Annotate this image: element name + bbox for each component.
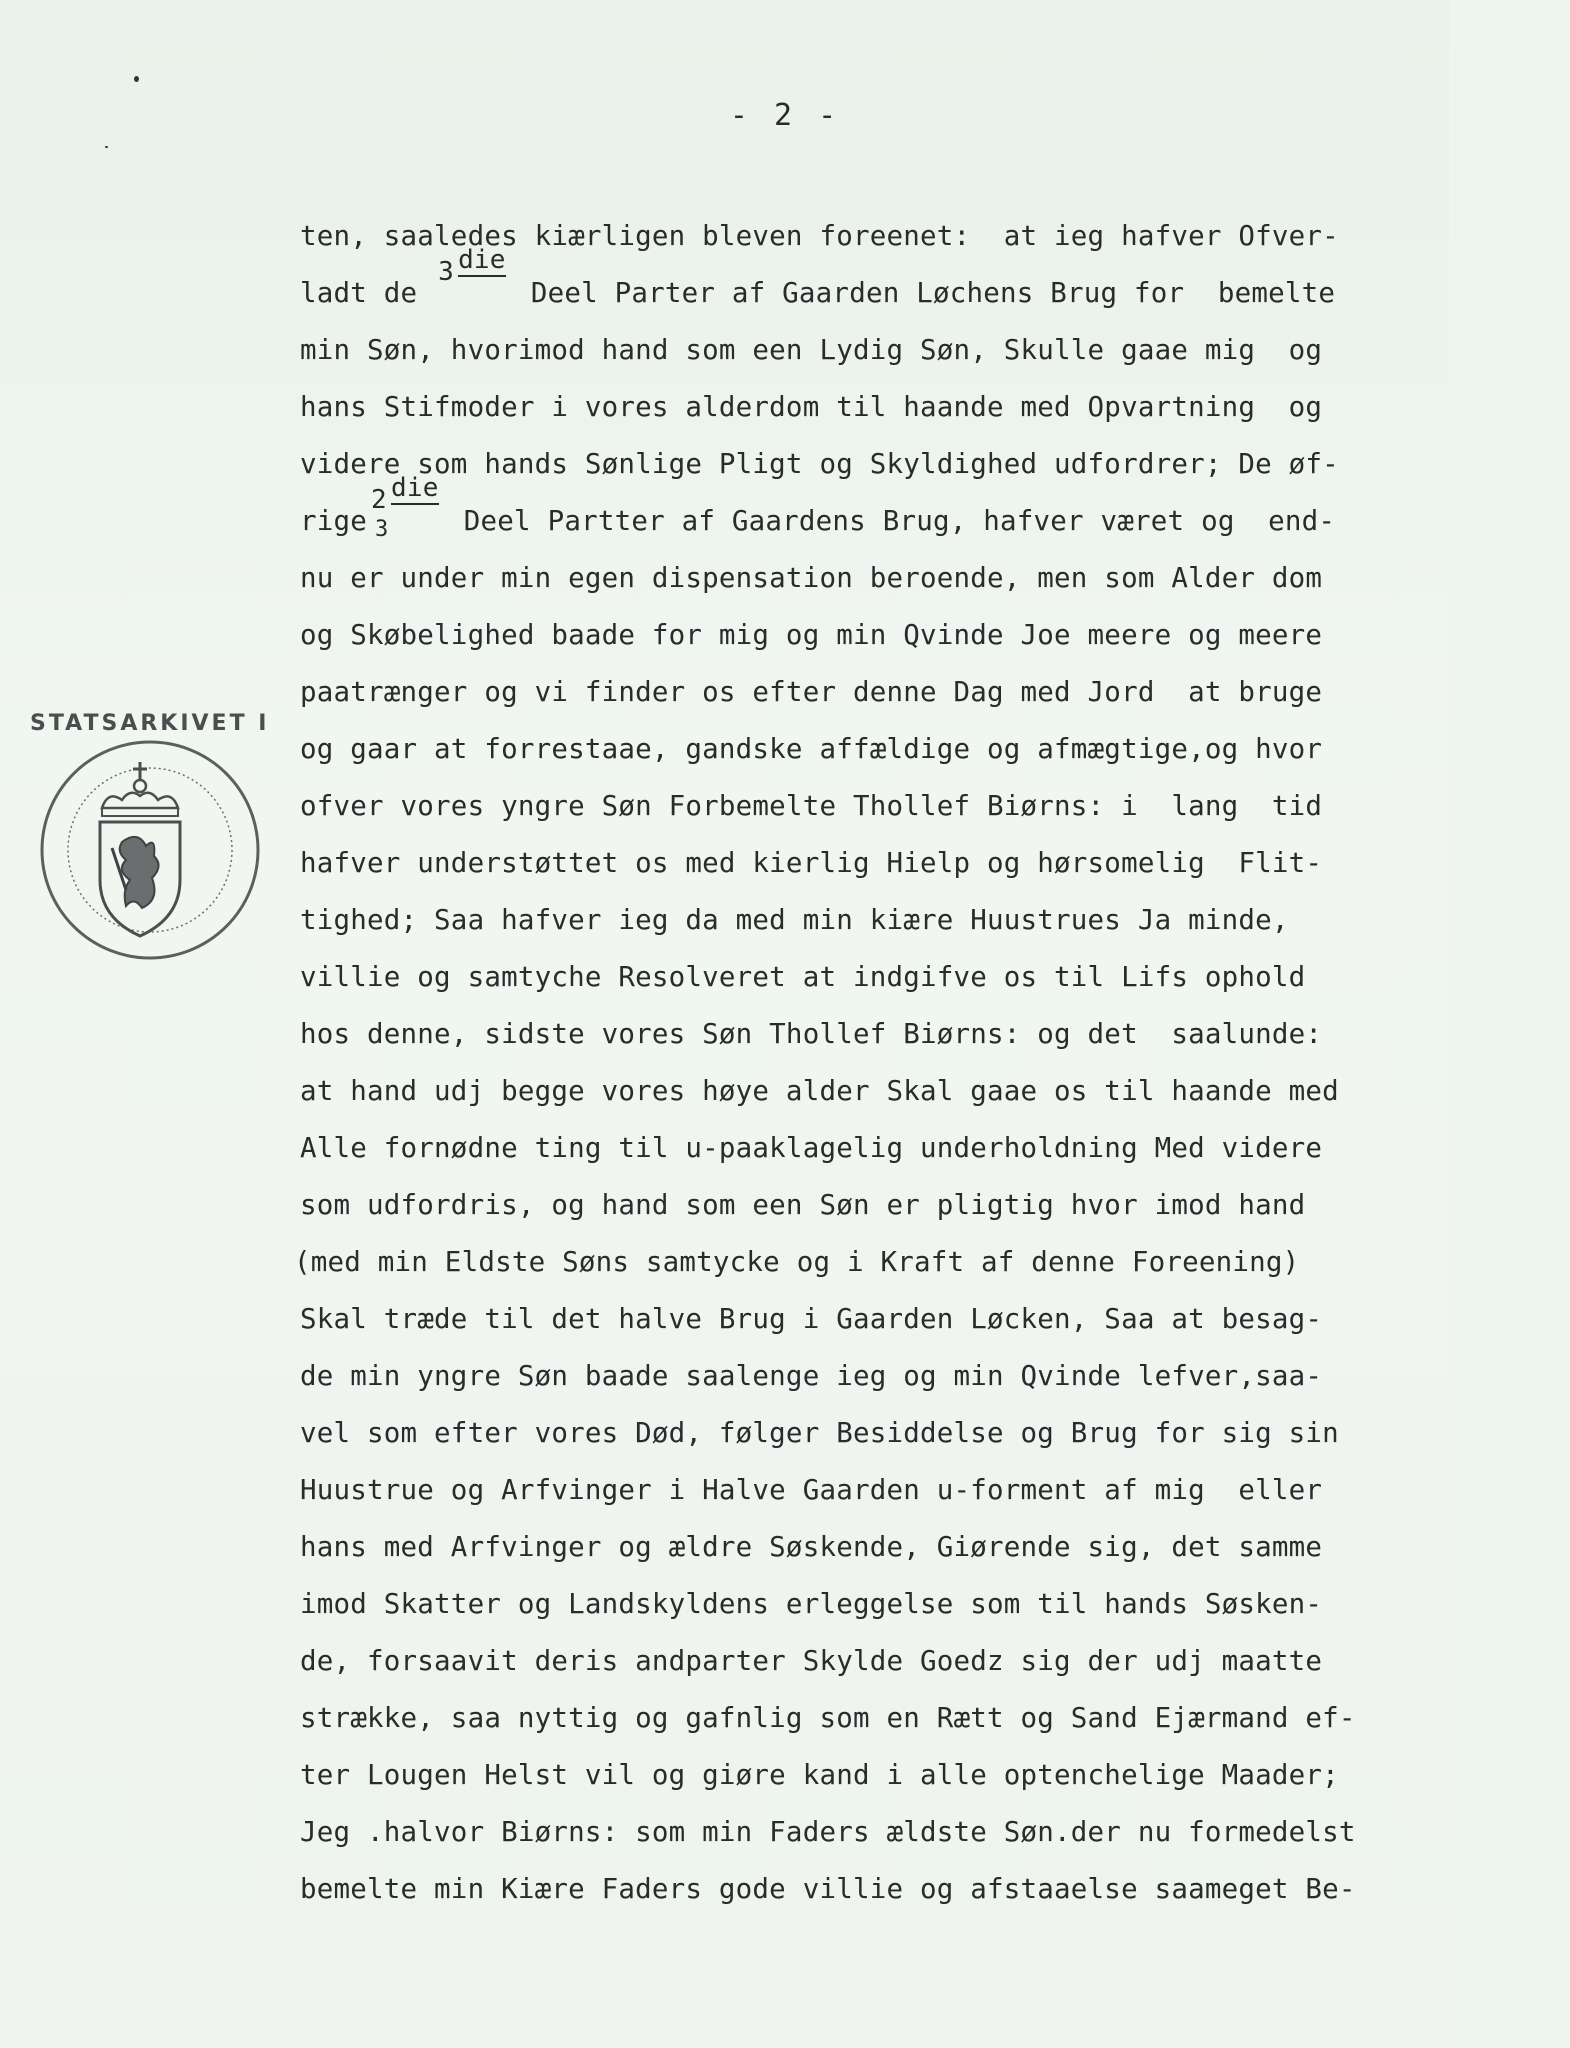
text-line: Skal træde til det halve Brug i Gaarden Løcken, Saa at besag-	[300, 1303, 1323, 1335]
ink-speck	[105, 146, 108, 148]
text-line-with-fraction	[300, 473, 1410, 550]
text-line: ter Lougen Helst vil og giøre kand i alle optenchelige Maader;	[300, 1759, 1339, 1791]
fraction-third	[434, 245, 514, 322]
text-line: villie og samtyche Resolveret at indgifve os til Lifs ophold	[300, 961, 1306, 993]
fraction-numerator: 3	[438, 257, 454, 287]
text-line: de min yngre Søn baade saalenge ieg og min Qvinde lefver,saa-	[300, 1360, 1323, 1392]
text-line: (med min Eldste Søns samtycke og i Kraft af denne Foreening)	[294, 1246, 1300, 1278]
text-line: strække, saa nyttig og gafnlig som en Rætt og Sand Ejærmand ef-	[300, 1702, 1356, 1734]
text-line: og gaar at forrestaae, gandske affældige og afmægtige,og hvor	[300, 733, 1323, 765]
fraction-denominator: 3	[375, 517, 389, 542]
fraction-superscript: die	[391, 473, 439, 503]
text-line: de, forsaavit deris andparter Skylde Goedz sig der udj maatte	[300, 1645, 1323, 1677]
fraction-numerator: 2	[371, 485, 387, 515]
letter-body	[294, 208, 1410, 1918]
text-line: imod Skatter og Landskyldens erleggelse som til hands Søsken-	[300, 1588, 1323, 1620]
text-line: som udfordris, og hand som een Søn er pligtig hvor imod hand	[300, 1189, 1306, 1221]
text-line: nu er under min egen dispensation beroende, men som Alder dom	[300, 562, 1323, 594]
text-segment: Deel Parter af Gaarden Løchens Brug for bemelte	[514, 277, 1336, 309]
text-line: tighed; Saa hafver ieg da med min kiære Huustrues Ja minde,	[300, 904, 1289, 936]
text-line: at hand udj begge vores høye alder Skal gaae os til haande med	[300, 1075, 1339, 1107]
text-segment: ladt de	[300, 277, 435, 309]
text-line: ofver vores yngre Søn Forbemelte Thollef Biørns: i lang tid	[300, 790, 1323, 822]
text-line: ten, saaledes kiærligen bleven foreenet: at ieg hafver Ofver-	[300, 220, 1339, 252]
text-line: vel som efter vores Død, følger Besiddelse og Brug for sig sin	[300, 1417, 1339, 1449]
stamp-text: STATSARKIVET I	[30, 711, 270, 736]
fraction-superscript: die	[458, 245, 506, 275]
text-line: bemelte min Kiære Faders gode villie og afstaaelse saameget Be-	[300, 1873, 1356, 1905]
text-line: og Skøbelighed baade for mig og min Qvinde Joe meere og meere	[300, 619, 1323, 651]
norwegian-crown-icon	[102, 762, 178, 816]
page-number: - 2 -	[729, 98, 841, 133]
text-line: paatrænger og vi finder os efter denne Dag med Jord at bruge	[300, 676, 1323, 708]
text-line: hafver understøttet os med kierlig Hielp og hørsomelig Flit-	[300, 847, 1323, 879]
text-segment: rige	[300, 505, 368, 537]
text-line-with-fraction	[300, 245, 1410, 322]
lion-shield-icon	[100, 822, 180, 936]
text-line: hos denne, sidste vores Søn Thollef Biørns: og det saalunde:	[300, 1018, 1323, 1050]
text-line: Huustrue og Arfvinger i Halve Gaarden u-forment af mig eller	[300, 1474, 1323, 1506]
ink-speck	[134, 76, 139, 82]
fraction-two-thirds	[367, 473, 447, 550]
text-segment: Deel Partter af Gaardens Brug, hafver været og end-	[447, 505, 1336, 537]
text-line: min Søn, hvorimod hand som een Lydig Søn, Skulle gaae mig og	[300, 334, 1323, 366]
text-line: videre som hands Sønlige Pligt og Skyldighed udfordrer; De øf-	[300, 448, 1339, 480]
text-line: hans med Arfvinger og ældre Søskende, Giørende sig, det samme	[300, 1531, 1323, 1563]
archive-stamp	[30, 711, 270, 970]
text-line: Alle fornødne ting til u-paaklagelig underholdning Med videre	[300, 1132, 1323, 1164]
text-line: hans Stifmoder i vores alderdom til haande med Opvartning og	[300, 391, 1323, 423]
text-line: Jeg .halvor Biørns: som min Faders ældste Søn.der nu formedelst	[300, 1816, 1356, 1848]
